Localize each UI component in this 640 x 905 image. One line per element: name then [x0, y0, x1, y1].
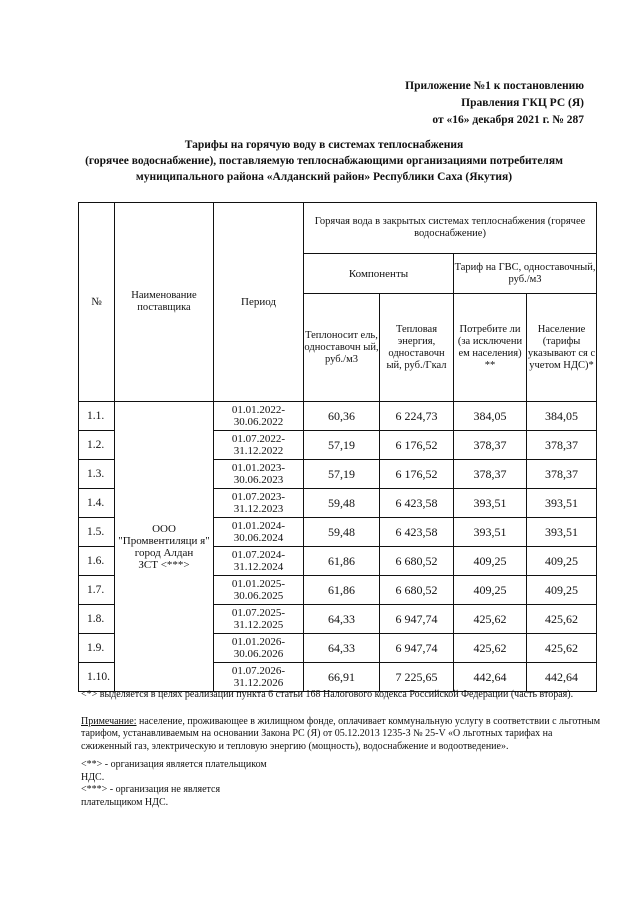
- population-tariff-value: 378,37: [527, 431, 597, 460]
- footnotes: [81, 689, 601, 809]
- appendix-line: Приложение №1 к постановлению: [405, 80, 584, 92]
- period-end: 31.12.2026: [233, 677, 284, 689]
- consumers-tariff-value: 425,62: [454, 634, 527, 663]
- consumers-tariff-value: 378,37: [454, 460, 527, 489]
- heat-energy-value: 7 225,65: [380, 663, 454, 692]
- period-cell: [214, 576, 304, 605]
- period-cell: [214, 634, 304, 663]
- heat-energy-value: 6 947,74: [380, 634, 454, 663]
- heat-energy-value: 6 176,52: [380, 431, 454, 460]
- consumers-tariff-value: 393,51: [454, 518, 527, 547]
- title-line: муниципального района «Алданский район» Республики Саха (Якутия): [135, 171, 513, 183]
- population-tariff-value: 409,25: [527, 576, 597, 605]
- header-population: Население (тарифы указывают ся с учетом НДС)*: [527, 294, 597, 402]
- heat-energy-value: 6 680,52: [380, 576, 454, 605]
- footnote-remark-text: население, проживающее в жилищном фонде, оплачивает коммунальную услугу в соответствии с льготным тарифом, устанавливаемым на основании Закона РС (Я) от 05.12.2013 1235-З № 25-V «О льготных тарифах на сжиженный газ, электрическую и тепловую энергию (мощность), водоснабжение и водоотведение».: [81, 715, 601, 752]
- header-period: Период: [214, 203, 304, 402]
- period-cell: [214, 431, 304, 460]
- supplier-name-line: ЗСТ <***>: [138, 558, 190, 571]
- header-heat-carrier: Теплоносит ель, одноставочн ый, руб./м3: [304, 294, 380, 402]
- header-num: №: [79, 203, 115, 402]
- period-start: 01.01.2024-: [231, 520, 286, 532]
- document-title: [56, 137, 592, 185]
- heat-carrier-value: 57,19: [304, 460, 380, 489]
- heat-carrier-value: 66,91: [304, 663, 380, 692]
- period-start: 01.01.2023-: [231, 462, 286, 474]
- tariff-table-body: [79, 402, 597, 692]
- population-tariff-value: 425,62: [527, 605, 597, 634]
- header-supplier: Наименование поставщика: [115, 203, 214, 402]
- row-number: 1.2.: [79, 431, 115, 460]
- heat-energy-value: 6 947,74: [380, 605, 454, 634]
- supplier-cell: [115, 402, 214, 692]
- header-dhw-tariff: Тариф на ГВС, одноставочный, руб./м3: [454, 254, 597, 294]
- population-tariff-value: 425,62: [527, 634, 597, 663]
- period-cell: [214, 460, 304, 489]
- period-cell: [214, 663, 304, 692]
- heat-energy-value: 6 423,58: [380, 518, 454, 547]
- appendix-line: от «16» декабря 2021 г. № 287: [432, 114, 584, 126]
- population-tariff-value: 409,25: [527, 547, 597, 576]
- period-end: 30.06.2024: [233, 532, 284, 544]
- tariff-table: [78, 202, 597, 692]
- row-number: 1.5.: [79, 518, 115, 547]
- heat-energy-value: 6 680,52: [380, 547, 454, 576]
- row-number: 1.8.: [79, 605, 115, 634]
- population-tariff-value: 442,64: [527, 663, 597, 692]
- population-tariff-value: 393,51: [527, 489, 597, 518]
- appendix-header: [264, 78, 584, 129]
- header-components: Компоненты: [304, 254, 454, 294]
- period-end: 31.12.2025: [233, 619, 284, 631]
- period-start: 01.01.2026-: [231, 636, 286, 648]
- table-row: [79, 402, 597, 431]
- row-number: 1.10.: [79, 663, 115, 692]
- row-number: 1.7.: [79, 576, 115, 605]
- heat-energy-value: 6 224,73: [380, 402, 454, 431]
- footnote-remark-label: Примечание:: [81, 715, 137, 727]
- consumers-tariff-value: 409,25: [454, 576, 527, 605]
- heat-carrier-value: 61,86: [304, 547, 380, 576]
- period-cell: [214, 518, 304, 547]
- heat-carrier-value: 61,86: [304, 576, 380, 605]
- row-number: 1.1.: [79, 402, 115, 431]
- footnote-remark: [81, 716, 601, 754]
- period-end: 30.06.2026: [233, 648, 284, 660]
- period-start: 01.07.2023-: [231, 491, 286, 503]
- header-consumers: Потребите ли (за исключени ем населения) **: [454, 294, 527, 402]
- period-cell: [214, 402, 304, 431]
- header-heat-energy: Тепловая энергия, одноставочн ый, руб./Гкал: [380, 294, 454, 402]
- title-line: Тарифы на горячую воду в системах теплоснабжения: [184, 139, 464, 151]
- footnote-non-vat-payer: <***> - организация не является: [81, 784, 221, 795]
- period-end: 30.06.2022: [233, 416, 284, 428]
- row-number: 1.3.: [79, 460, 115, 489]
- period-end: 31.12.2024: [233, 561, 284, 573]
- heat-carrier-value: 57,19: [304, 431, 380, 460]
- period-start: 01.07.2026-: [231, 665, 286, 677]
- population-tariff-value: 378,37: [527, 460, 597, 489]
- period-cell: [214, 489, 304, 518]
- heat-carrier-value: 64,33: [304, 634, 380, 663]
- footnote-vat: <*> выделяется в целях реализации пункта 6 статьи 168 Налогового кодекса Российской Федерации (часть вторая).: [81, 689, 574, 700]
- appendix-line: Правления ГКЦ РС (Я): [461, 97, 584, 109]
- consumers-tariff-value: 384,05: [454, 402, 527, 431]
- period-cell: [214, 547, 304, 576]
- row-number: 1.4.: [79, 489, 115, 518]
- footnote-non-vat-payer-cont: плательщиком НДС.: [81, 796, 169, 808]
- heat-carrier-value: 60,36: [304, 402, 380, 431]
- period-start: 01.01.2022-: [231, 404, 286, 416]
- footnote-vat-payer: <**> - организация является плательщиком: [81, 759, 267, 770]
- consumers-tariff-value: 442,64: [454, 663, 527, 692]
- header-hot-water-group: Горячая вода в закрытых системах теплоснабжения (горячее водоснабжение): [304, 203, 597, 254]
- row-number: 1.9.: [79, 634, 115, 663]
- title-line: (горячее водоснабжение), поставляемую теплоснабжающими организациями потребителям: [85, 155, 563, 167]
- consumers-tariff-value: 409,25: [454, 547, 527, 576]
- period-start: 01.01.2025-: [231, 578, 286, 590]
- consumers-tariff-value: 425,62: [454, 605, 527, 634]
- period-end: 30.06.2023: [233, 474, 284, 486]
- period-cell: [214, 605, 304, 634]
- period-end: 30.06.2025: [233, 590, 284, 602]
- supplier-name-line: "Промвентиляци я" город Алдан: [118, 534, 210, 559]
- period-start: 01.07.2025-: [231, 607, 286, 619]
- population-tariff-value: 393,51: [527, 518, 597, 547]
- consumers-tariff-value: 393,51: [454, 489, 527, 518]
- heat-energy-value: 6 423,58: [380, 489, 454, 518]
- period-start: 01.07.2022-: [231, 433, 286, 445]
- period-start: 01.07.2024-: [231, 549, 286, 561]
- heat-carrier-value: 59,48: [304, 489, 380, 518]
- heat-carrier-value: 64,33: [304, 605, 380, 634]
- row-number: 1.6.: [79, 547, 115, 576]
- supplier-name-line: ООО: [152, 522, 176, 535]
- heat-energy-value: 6 176,52: [380, 460, 454, 489]
- period-end: 31.12.2023: [233, 503, 284, 515]
- heat-carrier-value: 59,48: [304, 518, 380, 547]
- footnote-vat-payer-cont: НДС.: [81, 771, 105, 783]
- consumers-tariff-value: 378,37: [454, 431, 527, 460]
- period-end: 31.12.2022: [233, 445, 284, 457]
- population-tariff-value: 384,05: [527, 402, 597, 431]
